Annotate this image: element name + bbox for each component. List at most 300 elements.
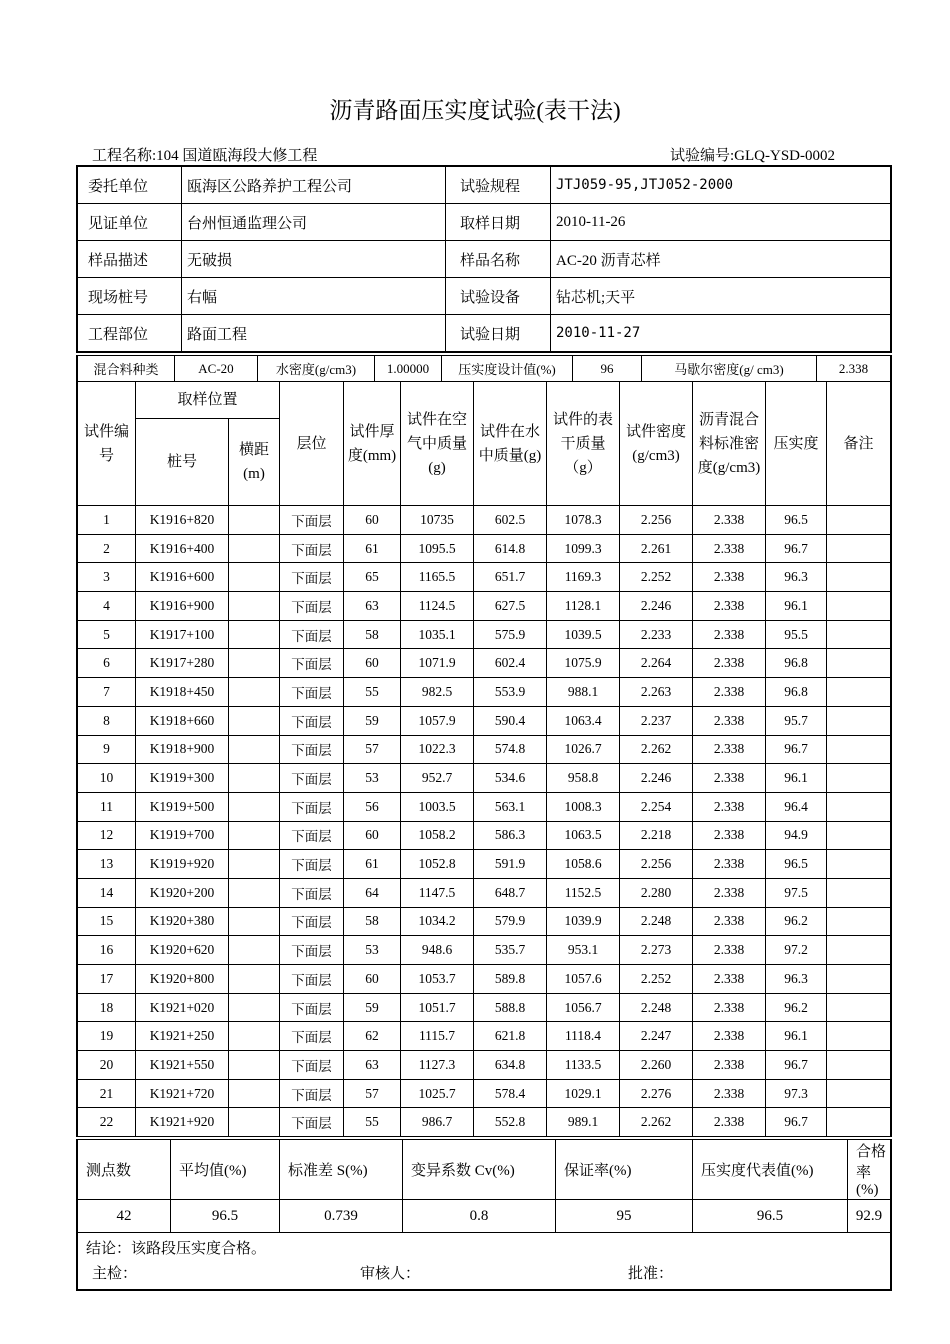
cell-density: 2.262	[620, 1108, 693, 1137]
cell-note	[827, 1108, 892, 1137]
cell-air-mass: 1022.3	[401, 735, 474, 764]
cell-water-mass: 575.9	[474, 620, 547, 649]
header-density: 试件密度(g/cm3)	[620, 382, 693, 506]
info-label: 工程部位	[77, 315, 182, 353]
cell-air-mass: 1095.5	[401, 534, 474, 563]
cell-thickness: 64	[344, 878, 401, 907]
cell-density: 2.260	[620, 1051, 693, 1080]
table-row	[77, 850, 891, 879]
cell-thickness: 60	[344, 821, 401, 850]
cell-ssd-mass: 1099.3	[547, 534, 620, 563]
info-label: 试验日期	[446, 315, 551, 353]
data-table	[76, 381, 892, 1137]
info-value: 无破损	[182, 241, 446, 278]
cell-note	[827, 735, 892, 764]
cell-no: 21	[77, 1079, 136, 1108]
cell-no: 7	[77, 678, 136, 707]
test-number: 试验编号:GLQ-YSD-0002	[670, 148, 835, 164]
summary-value: 96.5	[171, 1200, 280, 1233]
cell-thickness: 56	[344, 792, 401, 821]
cell-water-mass: 634.8	[474, 1051, 547, 1080]
cell-no: 20	[77, 1051, 136, 1080]
cell-water-mass: 553.9	[474, 678, 547, 707]
cell-std-density: 2.338	[693, 678, 766, 707]
cell-air-mass: 952.7	[401, 764, 474, 793]
cell-water-mass: 621.8	[474, 1022, 547, 1051]
info-value: 台州恒通监理公司	[182, 204, 446, 241]
cell-note	[827, 706, 892, 735]
cell-density: 2.262	[620, 735, 693, 764]
cell-water-mass: 588.8	[474, 993, 547, 1022]
cell-stake: K1921+720	[136, 1079, 229, 1108]
cell-density: 2.246	[620, 592, 693, 621]
cell-density: 2.276	[620, 1079, 693, 1108]
cell-std-density: 2.338	[693, 993, 766, 1022]
cell-note	[827, 1022, 892, 1051]
cell-no: 12	[77, 821, 136, 850]
cell-ssd-mass: 1133.5	[547, 1051, 620, 1080]
cell-note	[827, 907, 892, 936]
cell-std-density: 2.338	[693, 965, 766, 994]
cell-ssd-mass: 1039.5	[547, 620, 620, 649]
cell-note	[827, 649, 892, 678]
cell-density: 2.261	[620, 534, 693, 563]
table-row	[77, 792, 891, 821]
cell-stake: K1916+400	[136, 534, 229, 563]
cell-thickness: 55	[344, 678, 401, 707]
cell-offset	[229, 936, 280, 965]
cell-offset	[229, 649, 280, 678]
cell-no: 11	[77, 792, 136, 821]
cell-density: 2.263	[620, 678, 693, 707]
cell-no: 2	[77, 534, 136, 563]
cell-density: 2.252	[620, 965, 693, 994]
cell-stake: K1921+920	[136, 1108, 229, 1137]
cell-ssd-mass: 1063.5	[547, 821, 620, 850]
cell-air-mass: 982.5	[401, 678, 474, 707]
table-row	[77, 1108, 891, 1137]
cell-layer: 下面层	[280, 878, 344, 907]
cell-note	[827, 620, 892, 649]
table-row	[77, 735, 891, 764]
table-row	[77, 1022, 891, 1051]
cell-compaction: 97.3	[766, 1079, 827, 1108]
cell-std-density: 2.338	[693, 907, 766, 936]
cell-note	[827, 878, 892, 907]
cell-compaction: 96.1	[766, 764, 827, 793]
cell-thickness: 59	[344, 706, 401, 735]
info-label: 委托单位	[77, 166, 182, 204]
cell-air-mass: 1071.9	[401, 649, 474, 678]
summary-value: 95	[556, 1200, 693, 1233]
cell-water-mass: 586.3	[474, 821, 547, 850]
cell-ssd-mass: 1058.6	[547, 850, 620, 879]
water-density-label: 水密度(g/cm3)	[258, 356, 375, 382]
cell-ssd-mass: 958.8	[547, 764, 620, 793]
cell-air-mass: 1035.1	[401, 620, 474, 649]
cell-no: 6	[77, 649, 136, 678]
table-row	[77, 1079, 891, 1108]
cell-layer: 下面层	[280, 563, 344, 592]
cell-density: 2.252	[620, 563, 693, 592]
cell-air-mass: 1051.7	[401, 993, 474, 1022]
cell-note	[827, 592, 892, 621]
header-offset: 横距(m)	[229, 419, 280, 506]
cell-layer: 下面层	[280, 1108, 344, 1137]
cell-offset	[229, 1022, 280, 1051]
sign-inspector: 主检：	[92, 1266, 138, 1282]
table-row	[77, 993, 891, 1022]
header-water-mass: 试件在水中质量(g)	[474, 382, 547, 506]
cell-layer: 下面层	[280, 1022, 344, 1051]
cell-air-mass: 1034.2	[401, 907, 474, 936]
cell-no: 4	[77, 592, 136, 621]
cell-note	[827, 965, 892, 994]
cell-water-mass: 578.4	[474, 1079, 547, 1108]
cell-no: 3	[77, 563, 136, 592]
cell-compaction: 96.3	[766, 965, 827, 994]
cell-std-density: 2.338	[693, 1079, 766, 1108]
cell-offset	[229, 706, 280, 735]
cell-layer: 下面层	[280, 907, 344, 936]
cell-std-density: 2.338	[693, 1108, 766, 1137]
header-stake: 桩号	[136, 419, 229, 506]
cell-ssd-mass: 1169.3	[547, 563, 620, 592]
cell-ssd-mass: 1056.7	[547, 993, 620, 1022]
cell-note	[827, 936, 892, 965]
cell-layer: 下面层	[280, 735, 344, 764]
cell-ssd-mass: 1118.4	[547, 1022, 620, 1051]
info-label: 试验设备	[446, 278, 551, 315]
cell-offset	[229, 506, 280, 535]
cell-stake: K1916+820	[136, 506, 229, 535]
cell-density: 2.237	[620, 706, 693, 735]
cell-thickness: 60	[344, 649, 401, 678]
info-row	[77, 278, 891, 315]
table-row	[77, 1051, 891, 1080]
header-thickness: 试件厚度(mm)	[344, 382, 401, 506]
info-row	[77, 166, 891, 204]
cell-no: 13	[77, 850, 136, 879]
cell-stake: K1919+500	[136, 792, 229, 821]
cell-stake: K1918+660	[136, 706, 229, 735]
table-row	[77, 506, 891, 535]
cell-water-mass: 591.9	[474, 850, 547, 879]
header-no: 试件编号	[77, 382, 136, 506]
cell-compaction: 96.2	[766, 993, 827, 1022]
cell-density: 2.248	[620, 907, 693, 936]
cell-density: 2.273	[620, 936, 693, 965]
cell-layer: 下面层	[280, 534, 344, 563]
project-name: 工程名称:104 国道瓯海段大修工程	[92, 148, 318, 164]
info-label: 样品名称	[446, 241, 551, 278]
cell-compaction: 96.7	[766, 1108, 827, 1137]
conclusion: 结论：该路段压实度合格。	[77, 1233, 891, 1291]
cell-stake: K1921+250	[136, 1022, 229, 1051]
cell-ssd-mass: 1008.3	[547, 792, 620, 821]
table-row	[77, 592, 891, 621]
cell-no: 1	[77, 506, 136, 535]
cell-air-mass: 10735	[401, 506, 474, 535]
cell-std-density: 2.338	[693, 620, 766, 649]
cell-no: 5	[77, 620, 136, 649]
header-ssd-mass: 试件的表干质量（g）	[547, 382, 620, 506]
cell-compaction: 95.5	[766, 620, 827, 649]
marshall-density-label: 马歇尔密度(g/ cm3)	[642, 356, 817, 382]
info-row	[77, 241, 891, 278]
cell-thickness: 55	[344, 1108, 401, 1137]
cell-density: 2.256	[620, 850, 693, 879]
mix-type-value: AC-20	[175, 356, 258, 382]
cell-layer: 下面层	[280, 821, 344, 850]
cell-no: 10	[77, 764, 136, 793]
table-row	[77, 936, 891, 965]
cell-density: 2.218	[620, 821, 693, 850]
cell-compaction: 96.5	[766, 850, 827, 879]
cell-compaction: 96.7	[766, 735, 827, 764]
cell-water-mass: 589.8	[474, 965, 547, 994]
summary-value: 96.5	[693, 1200, 848, 1233]
info-value: 路面工程	[182, 315, 446, 353]
info-value: 瓯海区公路养护工程公司	[182, 166, 446, 204]
cell-stake: K1919+300	[136, 764, 229, 793]
cell-layer: 下面层	[280, 649, 344, 678]
cell-stake: K1920+800	[136, 965, 229, 994]
cell-std-density: 2.338	[693, 821, 766, 850]
cell-compaction: 96.8	[766, 649, 827, 678]
cell-water-mass: 627.5	[474, 592, 547, 621]
cell-std-density: 2.338	[693, 649, 766, 678]
table-row	[77, 764, 891, 793]
table-row	[77, 649, 891, 678]
cell-water-mass: 534.6	[474, 764, 547, 793]
cell-std-density: 2.338	[693, 850, 766, 879]
cell-ssd-mass: 988.1	[547, 678, 620, 707]
summary-value: 42	[77, 1200, 171, 1233]
cell-compaction: 97.2	[766, 936, 827, 965]
table-row	[77, 706, 891, 735]
cell-water-mass: 648.7	[474, 878, 547, 907]
cell-ssd-mass: 1063.4	[547, 706, 620, 735]
cell-offset	[229, 850, 280, 879]
cell-offset	[229, 965, 280, 994]
cell-compaction: 96.1	[766, 592, 827, 621]
cell-note	[827, 821, 892, 850]
cell-std-density: 2.338	[693, 792, 766, 821]
cell-thickness: 61	[344, 850, 401, 879]
marshall-density-value: 2.338	[817, 356, 892, 382]
summary-label: 压实度代表值(%)	[693, 1140, 848, 1200]
cell-compaction: 96.3	[766, 563, 827, 592]
cell-offset	[229, 821, 280, 850]
info-value: 右幅	[182, 278, 446, 315]
cell-no: 14	[77, 878, 136, 907]
cell-note	[827, 764, 892, 793]
cell-compaction: 96.7	[766, 1051, 827, 1080]
cell-stake: K1920+380	[136, 907, 229, 936]
cell-air-mass: 1003.5	[401, 792, 474, 821]
summary-label: 测点数	[77, 1140, 171, 1200]
cell-water-mass: 590.4	[474, 706, 547, 735]
cell-air-mass: 1052.8	[401, 850, 474, 879]
cell-density: 2.247	[620, 1022, 693, 1051]
info-label: 取样日期	[446, 204, 551, 241]
cell-thickness: 60	[344, 506, 401, 535]
cell-std-density: 2.338	[693, 592, 766, 621]
cell-density: 2.248	[620, 993, 693, 1022]
cell-water-mass: 602.5	[474, 506, 547, 535]
cell-layer: 下面层	[280, 1051, 344, 1080]
cell-note	[827, 534, 892, 563]
cell-compaction: 97.5	[766, 878, 827, 907]
info-row	[77, 204, 891, 241]
cell-note	[827, 850, 892, 879]
cell-compaction: 96.1	[766, 1022, 827, 1051]
cell-air-mass: 1058.2	[401, 821, 474, 850]
table-row	[77, 821, 891, 850]
cell-thickness: 65	[344, 563, 401, 592]
summary-label: 标准差 S(%)	[280, 1140, 403, 1200]
cell-density: 2.254	[620, 792, 693, 821]
table-row	[77, 563, 891, 592]
info-label: 现场桩号	[77, 278, 182, 315]
cell-water-mass: 651.7	[474, 563, 547, 592]
cell-ssd-mass: 989.1	[547, 1108, 620, 1137]
summary-label: 合格率(%)	[848, 1140, 892, 1200]
table-row	[77, 678, 891, 707]
cell-layer: 下面层	[280, 620, 344, 649]
cell-layer: 下面层	[280, 850, 344, 879]
cell-compaction: 96.7	[766, 534, 827, 563]
cell-std-density: 2.338	[693, 1022, 766, 1051]
cell-note	[827, 563, 892, 592]
cell-air-mass: 1025.7	[401, 1079, 474, 1108]
info-value: 2010-11-26	[551, 204, 892, 241]
summary-value: 0.739	[280, 1200, 403, 1233]
cell-layer: 下面层	[280, 965, 344, 994]
header-note: 备注	[827, 382, 892, 506]
cell-std-density: 2.338	[693, 563, 766, 592]
cell-layer: 下面层	[280, 678, 344, 707]
cell-water-mass: 602.4	[474, 649, 547, 678]
cell-layer: 下面层	[280, 706, 344, 735]
cell-std-density: 2.338	[693, 764, 766, 793]
cell-thickness: 60	[344, 965, 401, 994]
table-row	[77, 965, 891, 994]
cell-offset	[229, 907, 280, 936]
cell-air-mass: 948.6	[401, 936, 474, 965]
table-row	[77, 907, 891, 936]
cell-water-mass: 563.1	[474, 792, 547, 821]
cell-ssd-mass: 1152.5	[547, 878, 620, 907]
design-value-label: 压实度设计值(%)	[442, 356, 573, 382]
cell-ssd-mass: 1029.1	[547, 1079, 620, 1108]
cell-no: 9	[77, 735, 136, 764]
cell-no: 18	[77, 993, 136, 1022]
cell-no: 17	[77, 965, 136, 994]
cell-stake: K1916+900	[136, 592, 229, 621]
info-table	[76, 165, 892, 353]
cell-layer: 下面层	[280, 592, 344, 621]
cell-density: 2.264	[620, 649, 693, 678]
cell-compaction: 96.8	[766, 678, 827, 707]
cell-air-mass: 1127.3	[401, 1051, 474, 1080]
cell-density: 2.233	[620, 620, 693, 649]
info-row	[77, 315, 891, 353]
cell-no: 22	[77, 1108, 136, 1137]
cell-compaction: 94.9	[766, 821, 827, 850]
cell-density: 2.246	[620, 764, 693, 793]
info-value: AC-20 沥青芯样	[551, 241, 892, 278]
header-position: 取样位置	[136, 382, 280, 419]
cell-ssd-mass: 1057.6	[547, 965, 620, 994]
cell-no: 8	[77, 706, 136, 735]
cell-offset	[229, 563, 280, 592]
info-value: 钻芯机;天平	[551, 278, 892, 315]
header-layer: 层位	[280, 382, 344, 506]
cell-offset	[229, 534, 280, 563]
info-value: 2010-11-27	[551, 315, 892, 353]
cell-ssd-mass: 953.1	[547, 936, 620, 965]
cell-ssd-mass: 1128.1	[547, 592, 620, 621]
info-label: 见证单位	[77, 204, 182, 241]
cell-note	[827, 1079, 892, 1108]
cell-stake: K1921+020	[136, 993, 229, 1022]
cell-std-density: 2.338	[693, 1051, 766, 1080]
cell-density: 2.256	[620, 506, 693, 535]
cell-std-density: 2.338	[693, 534, 766, 563]
cell-offset	[229, 735, 280, 764]
table-row	[77, 534, 891, 563]
cell-note	[827, 993, 892, 1022]
cell-stake: K1916+600	[136, 563, 229, 592]
header-compaction: 压实度	[766, 382, 827, 506]
sign-approver: 批准：	[628, 1266, 674, 1282]
cell-std-density: 2.338	[693, 706, 766, 735]
sign-reviewer: 审核人：	[360, 1266, 421, 1282]
cell-layer: 下面层	[280, 993, 344, 1022]
mix-info-row	[76, 355, 892, 382]
info-label: 样品描述	[77, 241, 182, 278]
cell-offset	[229, 678, 280, 707]
page-title: 沥青路面压实度试验(表干法)	[329, 98, 621, 123]
cell-thickness: 57	[344, 1079, 401, 1108]
cell-note	[827, 1051, 892, 1080]
table-row	[77, 878, 891, 907]
cell-offset	[229, 1051, 280, 1080]
header-std-density: 沥青混合料标准密度(g/cm3)	[693, 382, 766, 506]
cell-std-density: 2.338	[693, 735, 766, 764]
cell-air-mass: 1165.5	[401, 563, 474, 592]
cell-note	[827, 792, 892, 821]
cell-layer: 下面层	[280, 506, 344, 535]
cell-thickness: 63	[344, 1051, 401, 1080]
cell-thickness: 61	[344, 534, 401, 563]
cell-water-mass: 574.8	[474, 735, 547, 764]
summary-label: 变异系数 Cv(%)	[403, 1140, 556, 1200]
summary-value: 0.8	[403, 1200, 556, 1233]
cell-stake: K1920+620	[136, 936, 229, 965]
cell-offset	[229, 993, 280, 1022]
cell-stake: K1919+920	[136, 850, 229, 879]
cell-thickness: 57	[344, 735, 401, 764]
cell-std-density: 2.338	[693, 506, 766, 535]
cell-stake: K1917+100	[136, 620, 229, 649]
table-row	[77, 620, 891, 649]
cell-offset	[229, 1079, 280, 1108]
cell-no: 16	[77, 936, 136, 965]
design-value: 96	[573, 356, 642, 382]
